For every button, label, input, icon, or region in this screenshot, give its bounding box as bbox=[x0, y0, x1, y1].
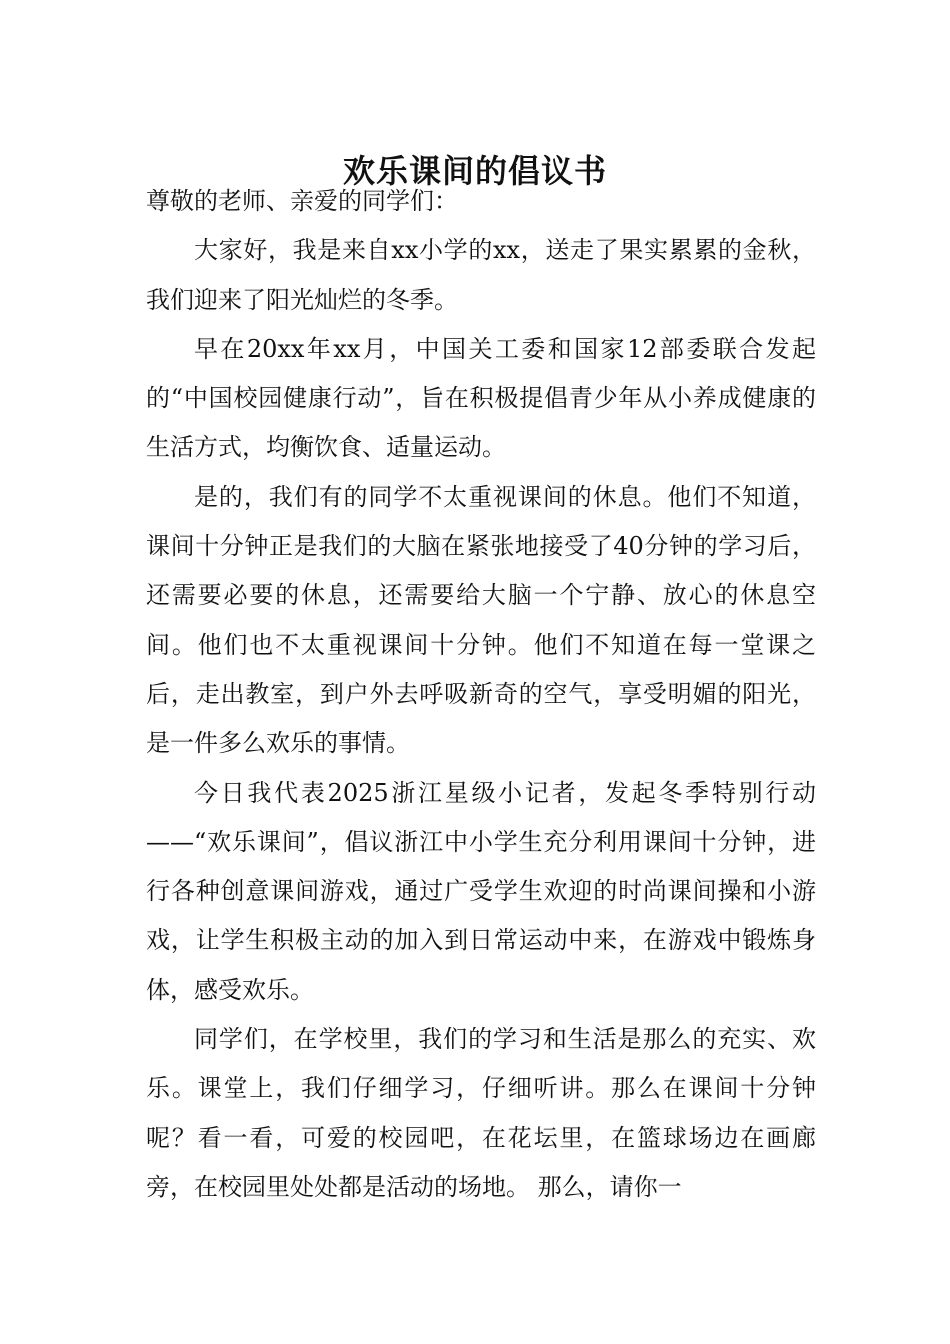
paragraph-break-importance: 是的，我们有的同学不太重视课间的休息。他们不知道，课间十分钟正是我们的大脑在紧张地接受了40分钟的学习后，还需要必要的休息，还需要给大脑一个宁静、放心的休息空间。他们也不太重视课间十分钟。他们不知道在每一堂课之后，走出教室，到户外去呼吸新奇的空气，享受明媚的阳光，是一件多么欢乐的事情。 bbox=[146, 482, 816, 758]
paragraph-health-campaign: 早在20xx年xx月，中国关工委和国家12部委联合发起的“中国校园健康行动”，旨在积极提倡青少年从小养成健康的生活方式，均衡饮食、适量运动。 bbox=[146, 334, 816, 462]
document-title: 欢乐课间的倡议书 bbox=[342, 152, 607, 191]
document-body bbox=[146, 177, 816, 1212]
salutation: 尊敬的老师、亲爱的同学们： bbox=[146, 187, 458, 215]
paragraph-happy-break-initiative: 今日我代表2025浙江星级小记者，发起冬季特别行动——“欢乐课间”，倡议浙江中小学生充分利用课间十分钟，进行各种创意课间游戏，通过广受学生欢迎的时尚课间操和小游戏，让学生积极主动的加入到日常运动中来，在游戏中锻炼身体，感受欢乐。 bbox=[146, 778, 816, 1004]
paragraph-school-life: 同学们，在学校里，我们的学习和生活是那么的充实、欢乐。课堂上，我们仔细学习，仔细听讲。那么在课间十分钟呢？看一看，可爱的校园吧，在花坛里，在篮球场边在画廊旁，在校园里处处都是活动的场地。 那么，请你一 bbox=[146, 1025, 816, 1201]
paragraph-greeting: 大家好，我是来自xx小学的xx，送走了果实累累的金秋，我们迎来了阳光灿烂的冬季。 bbox=[146, 236, 816, 314]
